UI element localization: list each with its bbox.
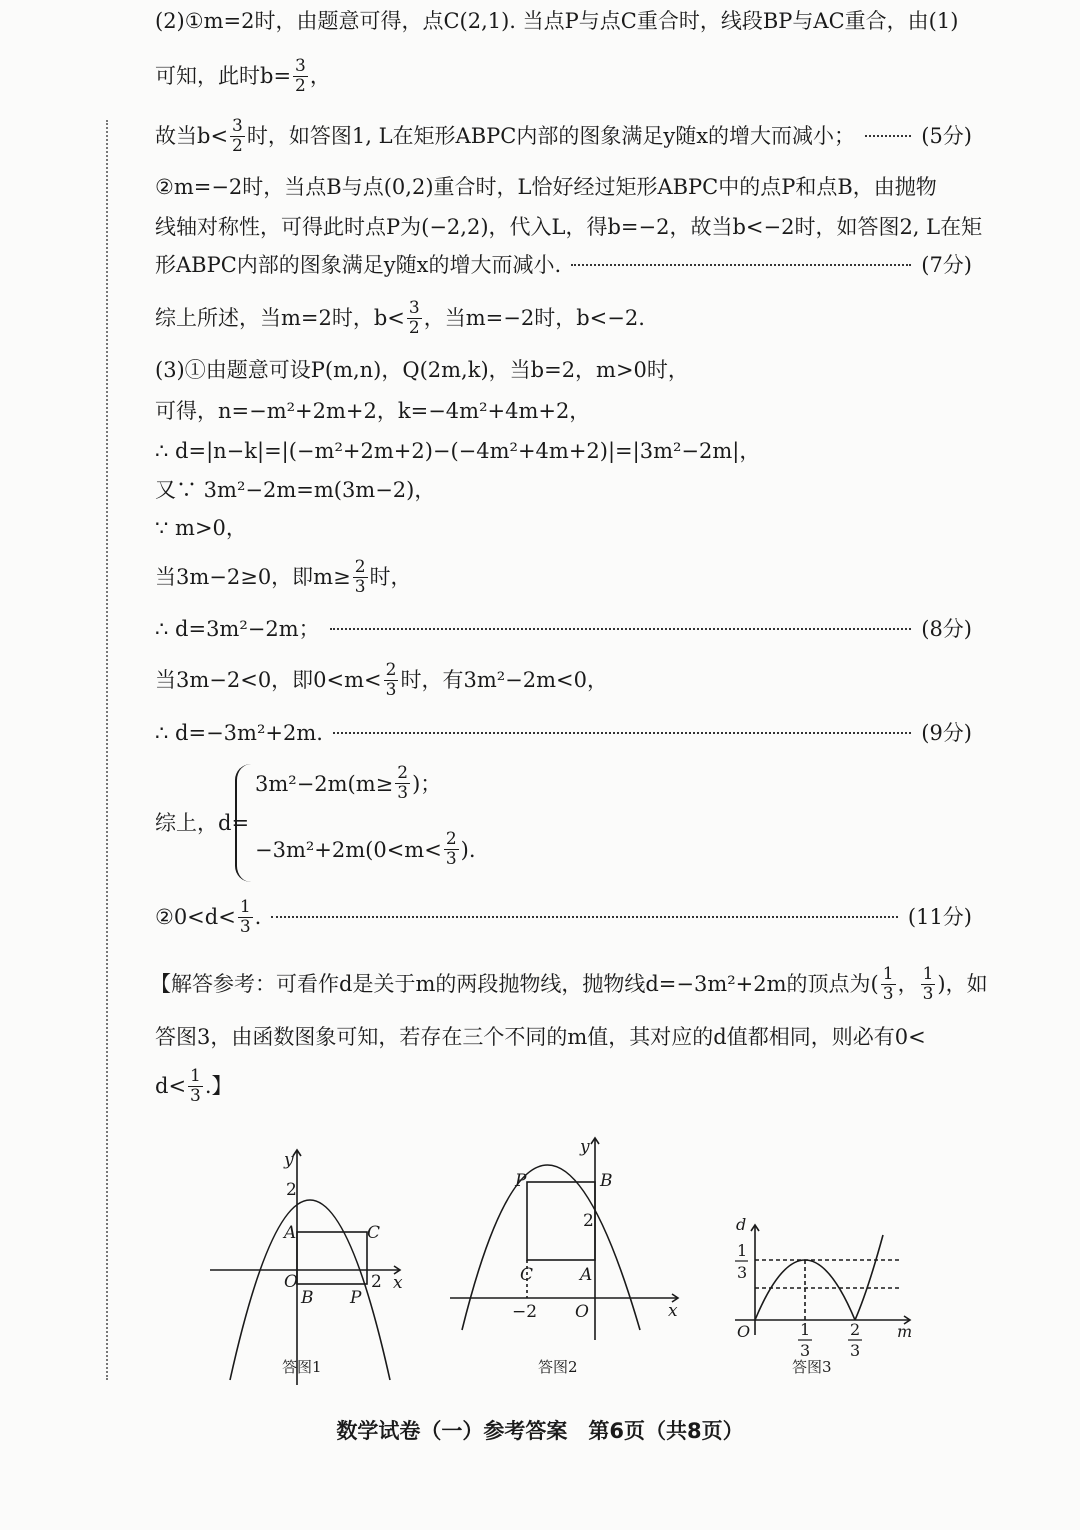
text-line: 形ABPC内部的图象满足y随x的增大而减小. (7分): [155, 250, 972, 280]
text-line: 可知，此时b= $\frac{3}{2}$ ，: [155, 55, 331, 96]
parabola: [462, 1165, 640, 1330]
summary-label: 综上，d=: [155, 811, 250, 835]
label-x: x: [668, 1301, 678, 1321]
score-mark: (7分): [921, 253, 972, 277]
label-d: d: [736, 1215, 747, 1234]
left-brace: [235, 764, 251, 882]
answer-figures: [200, 1130, 950, 1400]
leader-dots: [571, 264, 911, 266]
text-line: 线轴对称性，可得此时点P为(−2,2)，代入L，得b=−2，故当b<−2时，如答图2, L在矩: [155, 215, 983, 239]
score-mark: (9分): [921, 721, 972, 745]
text-line: 答图3，由函数图象可知，若存在三个不同的m值，其对应的d值都相同，则必有0<: [155, 1025, 926, 1049]
binding-margin-line: [106, 120, 108, 1380]
parabola-right: [855, 1235, 883, 1320]
text-line: 可得，n=−m²+2m+2，k=−4m²+4m+2，: [155, 399, 591, 423]
fraction: $\frac{3}{2}$: [408, 297, 420, 338]
fraction: $\frac{1}{3}$: [882, 963, 894, 1004]
leader-dots: [333, 732, 911, 734]
case-2: −3m²+2m(0<m< $\frac{2}{3}$ ).: [255, 829, 476, 869]
score-mark: (5分): [921, 124, 972, 148]
leader-dots: [271, 916, 898, 918]
fraction: $\frac{2}{3}$: [354, 556, 366, 597]
label-2: 2: [371, 1272, 382, 1292]
text-line: (3)①由题意可设P(m,n)，Q(2m,k)，当b=2，m>0时，: [155, 358, 689, 382]
fraction: $\frac{2}{3}$: [445, 829, 457, 869]
text-line: (2)①m=2时，由题意可得，点C(2,1). 当点P与点C重合时，线段BP与AC重合，由(1): [155, 9, 959, 33]
text-line: 故当b< $\frac{3}{2}$ 时，如答图1, L在矩形ABPC内部的图象满足y随x的增大而减小； (5分): [155, 115, 972, 156]
figure-3: [735, 1225, 910, 1335]
piecewise-summary: [155, 758, 855, 888]
label-3: 3: [800, 1341, 811, 1360]
text-line: ∴ d=−3m²+2m. (9分): [155, 718, 972, 748]
fraction: $\frac{3}{2}$: [295, 55, 306, 96]
label-x: x: [393, 1273, 403, 1293]
text-line: 当3m−2≥0，即m≥ $\frac{2}{3}$ 时，: [155, 556, 412, 597]
label-A: A: [580, 1265, 593, 1285]
fraction: $\frac{1}{3}$: [922, 963, 934, 1004]
text-line: ②m=−2时，当点B与点(0,2)重合时，L恰好经过矩形ABPC中的点P和点B，由抛物: [155, 175, 937, 199]
text-line: ②0<d< $\frac{1}{3}$ . (11分): [155, 896, 972, 937]
leader-dots: [865, 135, 911, 137]
figure-1: [210, 1150, 400, 1385]
label-y: y: [284, 1150, 294, 1170]
score-mark: (8分): [921, 617, 972, 641]
leader-dots: [330, 628, 912, 630]
label-O: O: [284, 1272, 298, 1292]
text-line: d< $\frac{1}{3}$ .】: [155, 1065, 233, 1106]
fraction: $\frac{2}{3}$: [385, 659, 397, 700]
page-footer: 数学试卷（一）参考答案 第6页（共8页）: [336, 1419, 744, 1443]
label-m: m: [897, 1322, 913, 1341]
fraction: $\frac{1}{3}$: [190, 1065, 201, 1106]
label-B: B: [301, 1288, 314, 1308]
label-neg2: −2: [512, 1302, 538, 1322]
label-3: 3: [737, 1263, 748, 1282]
figure-2: [450, 1138, 678, 1340]
text-line: ∴ d=|n−k|=|(−m²+2m+2)−(−4m²+4m+2)|=|3m²−2m|，: [155, 439, 761, 463]
label-O: O: [737, 1322, 751, 1341]
label-1: 1: [800, 1320, 811, 1339]
label-2: 2: [286, 1180, 297, 1200]
label-1: 1: [737, 1241, 748, 1260]
figure-2-caption: 答图2: [538, 1358, 578, 1376]
case-1: 3m²−2m(m≥ $\frac{2}{3}$ )；: [255, 763, 442, 803]
fraction: $\frac{3}{2}$: [232, 115, 243, 156]
text-line: 当3m−2<0，即0<m< $\frac{2}{3}$ 时，有3m²−2m<0，: [155, 659, 609, 700]
label-O: O: [575, 1302, 589, 1322]
label-3: 3: [850, 1341, 861, 1360]
text-line: 【解答参考：可看作d是关于m的两段抛物线，抛物线d=−3m²+2m的顶点为( $\frac{1}{3}$ ， $\frac{1}{3}$ )，如: [150, 963, 988, 1004]
label-A: A: [284, 1223, 297, 1243]
label-2: 2: [850, 1320, 861, 1339]
text-line: 又∵ 3m²−2m=m(3m−2)，: [155, 478, 436, 502]
fraction: $\frac{1}{3}$: [239, 896, 251, 937]
label-C: C: [367, 1223, 381, 1243]
score-mark: (11分): [907, 905, 972, 929]
label-B: B: [600, 1171, 613, 1191]
fraction: $\frac{2}{3}$: [397, 763, 409, 803]
label-P: P: [515, 1171, 527, 1191]
rectangle-ABPC: [297, 1232, 367, 1284]
figure-1-caption: 答图1: [282, 1358, 322, 1376]
label-P: P: [350, 1288, 362, 1308]
figure-3-labels: [735, 1215, 912, 1360]
label-C: C: [520, 1265, 534, 1285]
figure-3-caption: 答图3: [792, 1358, 832, 1376]
text-line: ∴ d=3m²−2m； (8分): [155, 614, 972, 644]
label-y: y: [580, 1137, 590, 1157]
text-line: ∵ m>0，: [155, 516, 247, 540]
text-line: 综上所述，当m=2时，b< $\frac{3}{2}$ ，当m=−2时，b<−2.: [155, 297, 645, 338]
label-2: 2: [583, 1211, 594, 1231]
